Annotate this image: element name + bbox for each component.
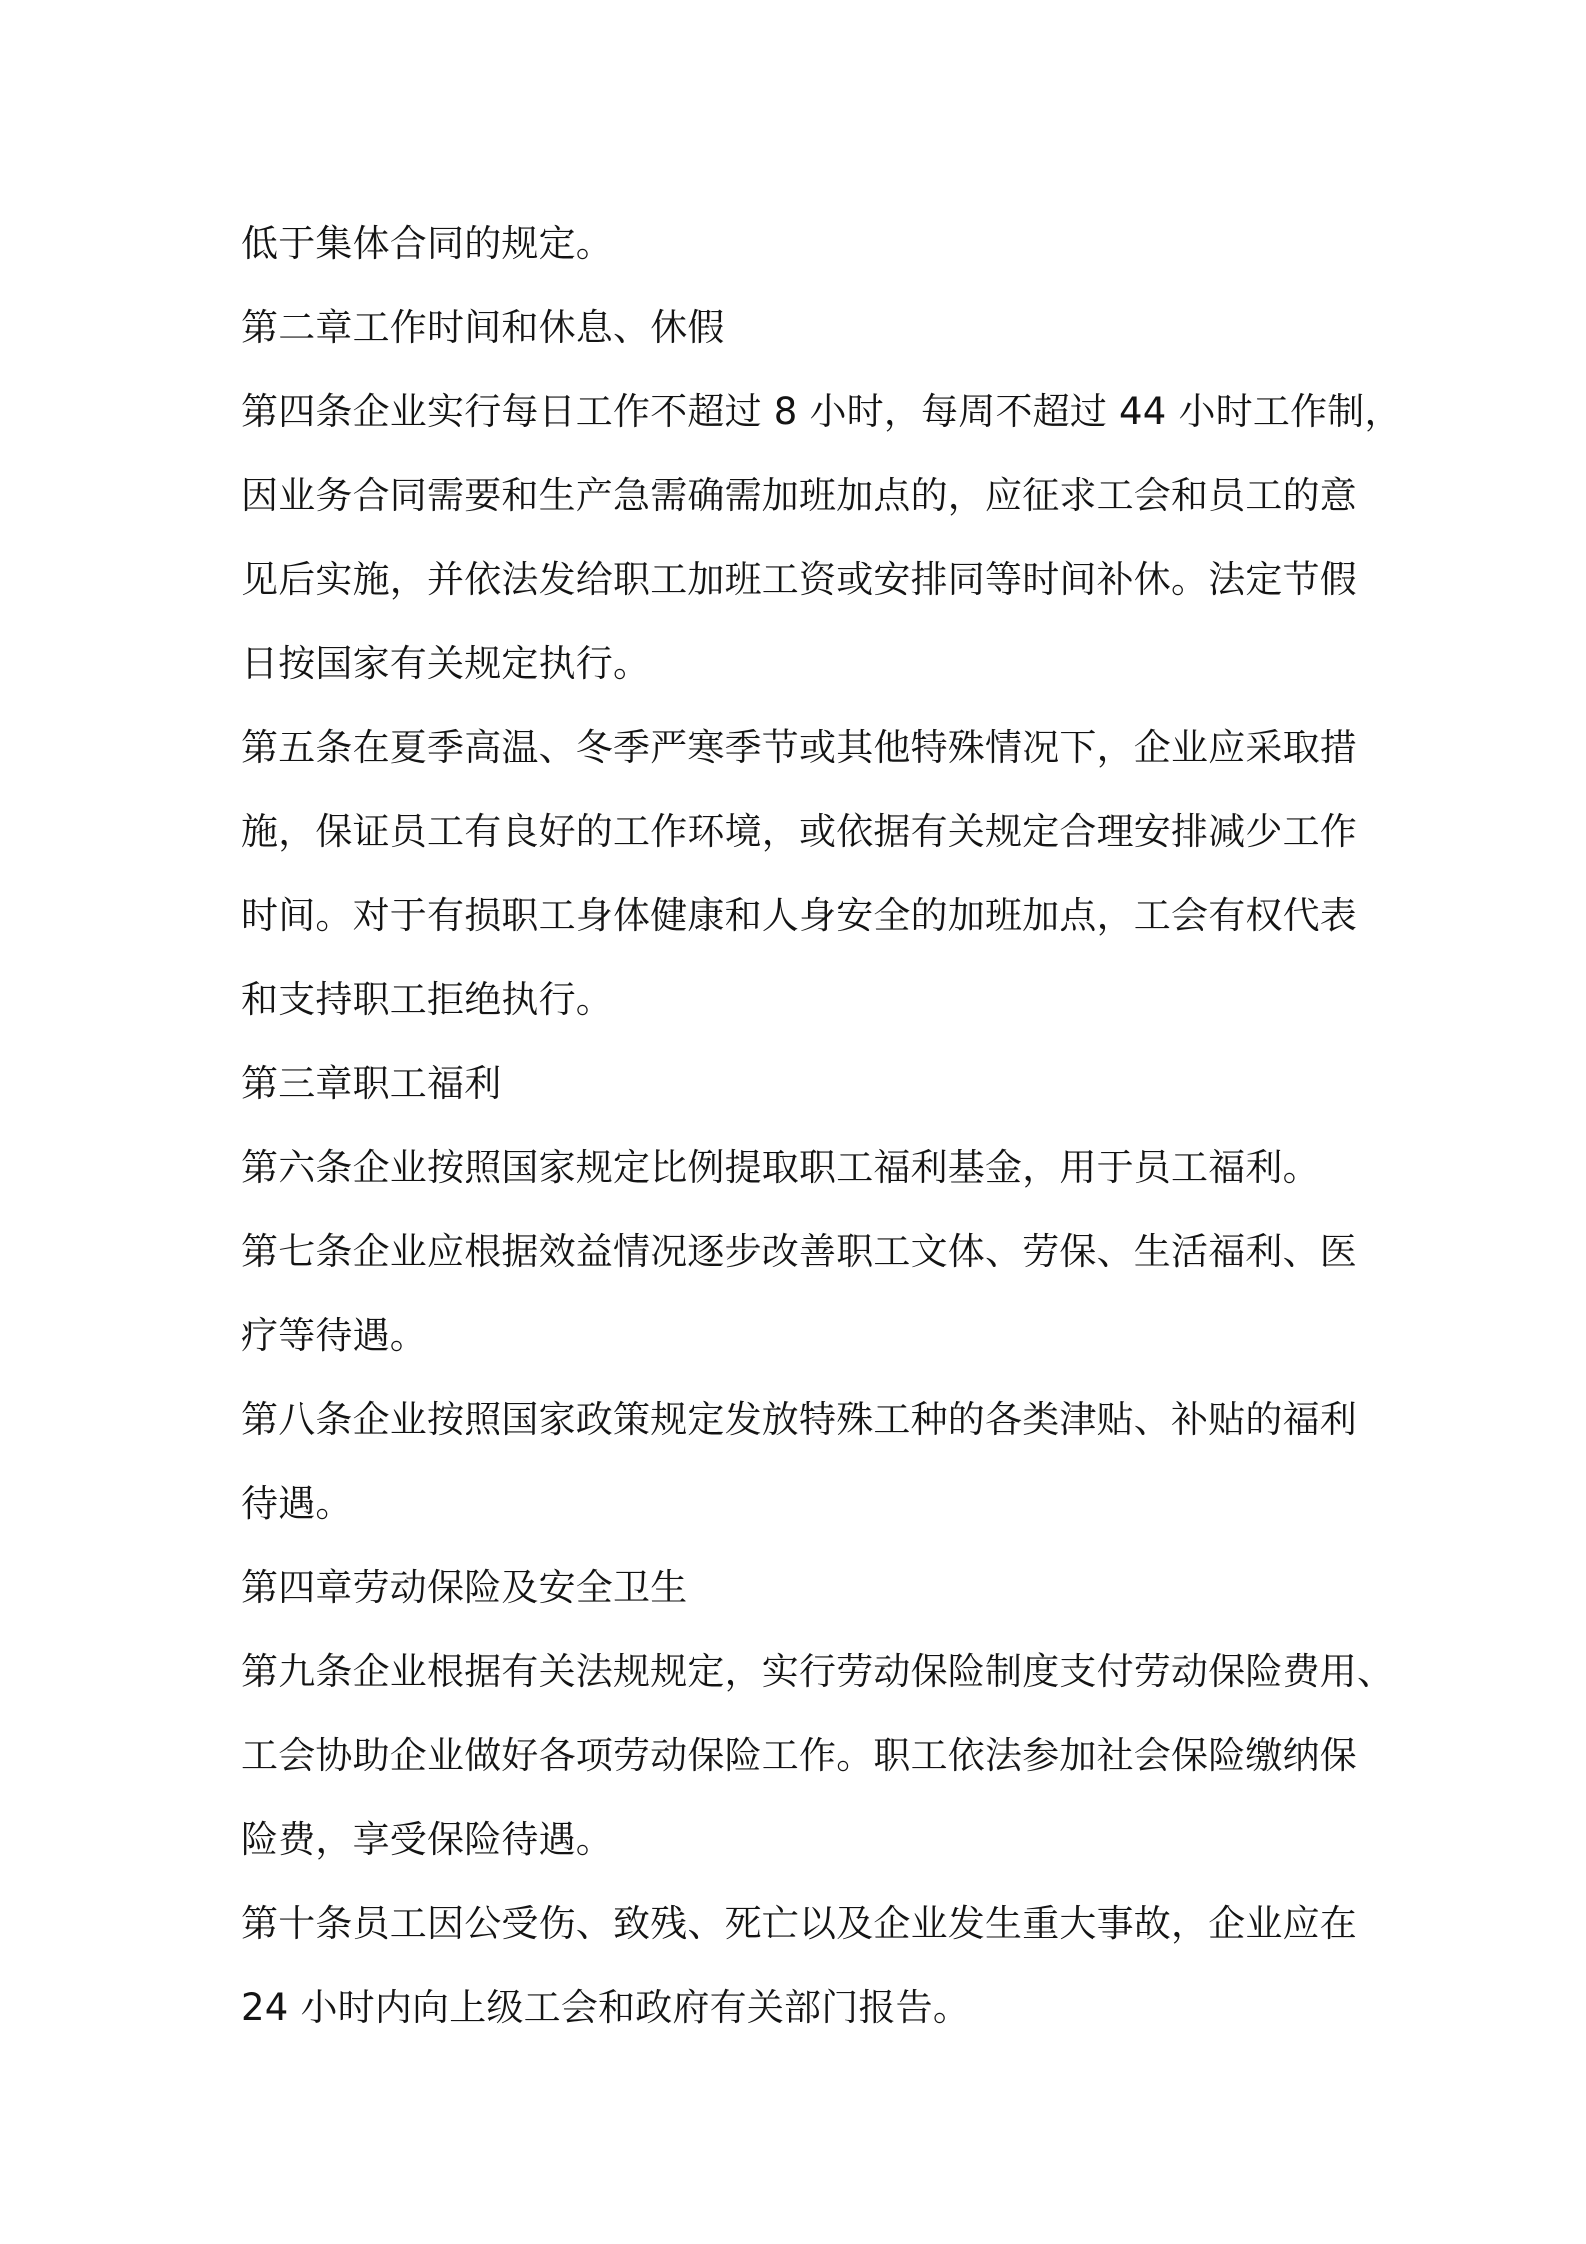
article-5-line-1: 第五条在夏季高温、冬季严寒季节或其他特殊情况下，企业应采取措 [241,726,1357,769]
chapter-heading-2: 第二章工作时间和休息、休假 [241,306,725,349]
article-9-line-2: 工会协助企业做好各项劳动保险工作。职工依法参加社会保险缴纳保 [241,1734,1357,1777]
article-7-line-2: 疗等待遇。 [241,1314,427,1357]
article-8-line-1: 第八条企业按照国家政策规定发放特殊工种的各类津贴、补贴的福利 [241,1398,1357,1441]
article-4-line-3: 见后实施，并依法发给职工加班工资或安排同等时间补休。法定节假 [241,558,1357,601]
chapter-heading-3: 第三章职工福利 [241,1062,502,1105]
article-4-line-1: 第四条企业实行每日工作不超过 8 小时，每周不超过 44 小时工作制， [241,390,1402,433]
document-body [241,202,1402,2050]
text-line-continuation: 低于集体合同的规定。 [241,222,613,265]
article-9-line-1: 第九条企业根据有关法规规定，实行劳动保险制度支付劳动保险费用、 [241,1650,1395,1693]
article-5-line-4: 和支持职工拒绝执行。 [241,978,613,1021]
article-6-line-1: 第六条企业按照国家规定比例提取职工福利基金，用于员工福利。 [241,1146,1320,1189]
chapter-heading-4: 第四章劳动保险及安全卫生 [241,1566,688,1609]
article-5-line-2: 施，保证员工有良好的工作环境，或依据有关规定合理安排减少工作 [241,810,1357,853]
article-10-line-2: 24 小时内向上级工会和政府有关部门报告。 [241,1986,971,2029]
article-5-line-3: 时间。对于有损职工身体健康和人身安全的加班加点，工会有权代表 [241,894,1357,937]
article-8-line-2: 待遇。 [241,1482,353,1525]
article-10-line-1: 第十条员工因公受伤、致残、死亡以及企业发生重大事故，企业应在 [241,1902,1357,1945]
article-9-line-3: 险费，享受保险待遇。 [241,1818,613,1861]
article-4-line-2: 因业务合同需要和生产急需确需加班加点的，应征求工会和员工的意 [241,474,1357,517]
article-7-line-1: 第七条企业应根据效益情况逐步改善职工文体、劳保、生活福利、医 [241,1230,1357,1273]
article-4-line-4: 日按国家有关规定执行。 [241,642,651,685]
